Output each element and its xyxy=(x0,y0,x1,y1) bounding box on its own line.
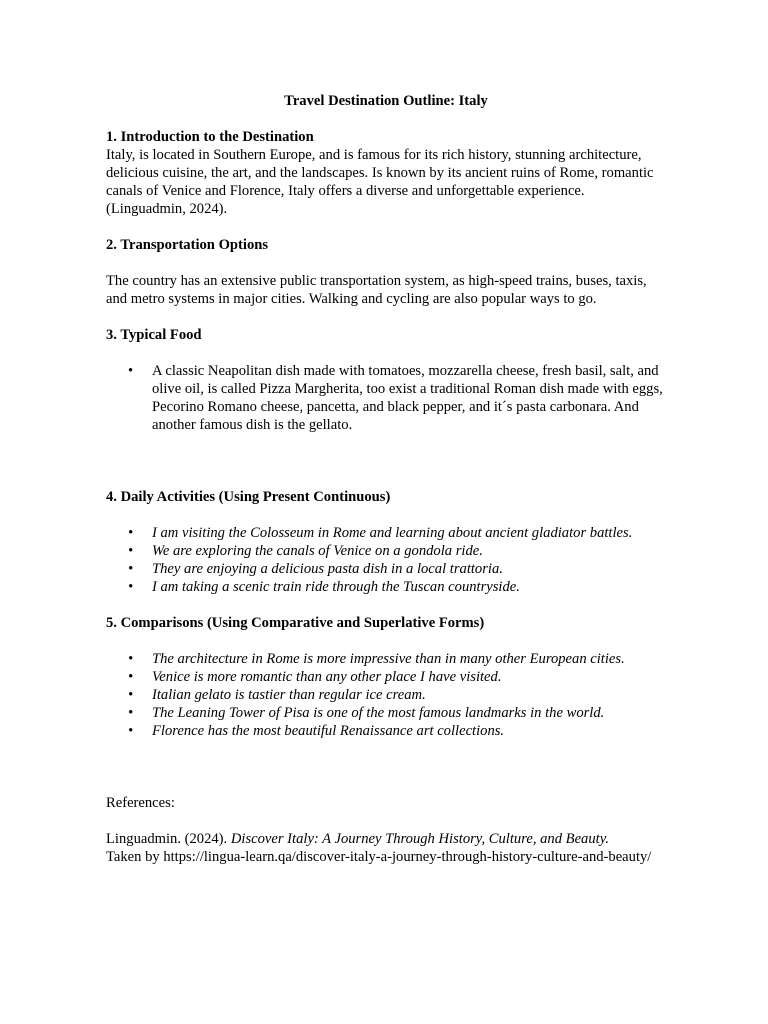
list-item: • The Leaning Tower of Pisa is one of the most famous landmarks in the world. xyxy=(106,704,666,722)
comparisons-list xyxy=(106,650,666,740)
spacer xyxy=(106,434,666,488)
spacer xyxy=(106,308,666,326)
section-heading-transportation: 2. Transportation Options xyxy=(106,237,269,253)
document-page xyxy=(106,92,666,866)
activities-list xyxy=(106,524,666,596)
introduction-paragraph: Italy, is located in Southern Europe, and is famous for its rich history, stunning architecture, delicious cuisine, the art, and the landscapes. Is known by its ancient ruins of Rome, romantic canals of Venice and Florence, Italy offers a diverse and unforgettable experience. (Linguadmin, 2024). xyxy=(106,147,654,217)
section-heading-food: 3. Typical Food xyxy=(106,327,202,343)
section-heading-introduction: 1. Introduction to the Destination xyxy=(106,129,314,145)
food-list xyxy=(106,362,666,434)
spacer xyxy=(106,506,666,524)
list-item: • I am visiting the Colosseum in Rome and learning about ancient gladiator battles. xyxy=(106,524,666,542)
spacer xyxy=(106,632,666,650)
list-item: • They are enjoying a delicious pasta dish in a local trattoria. xyxy=(106,560,666,578)
transportation-paragraph: The country has an extensive public transportation system, as high-speed trains, buses, taxis, and metro systems in major cities. Walking and cycling are also popular ways to go. xyxy=(106,273,647,307)
spacer xyxy=(106,110,666,128)
spacer xyxy=(106,344,666,362)
spacer xyxy=(106,596,666,614)
spacer xyxy=(106,812,666,830)
list-item: • We are exploring the canals of Venice on a gondola ride. xyxy=(106,542,666,560)
reference-entry xyxy=(106,830,666,866)
spacer xyxy=(106,740,666,794)
page-title: Travel Destination Outline: Italy xyxy=(284,93,488,109)
list-item: • I am taking a scenic train ride through the Tuscan countryside. xyxy=(106,578,666,596)
list-item: • Florence has the most beautiful Renaissance art collections. xyxy=(106,722,666,740)
reference-title: Discover Italy: A Journey Through History, Culture, and Beauty. xyxy=(230,831,610,847)
spacer xyxy=(106,254,666,272)
section-heading-comparisons: 5. Comparisons (Using Comparative and Superlative Forms) xyxy=(106,615,485,631)
list-item: • The architecture in Rome is more impressive than in many other European cities. xyxy=(106,650,666,668)
list-item: • A classic Neapolitan dish made with tomatoes, mozzarella cheese, fresh basil, salt, and olive oil, is called Pizza Margherita, too exist a traditional Roman dish made with eggs, Pecorino Romano cheese, pancetta, and black pepper, and it´s pasta carbonara. And another famous dish is the gellato. xyxy=(106,362,666,434)
list-item: • Italian gelato is tastier than regular ice cream. xyxy=(106,686,666,704)
reference-url: Taken by https://lingua-learn.qa/discover-italy-a-journey-through-history-culture-and-beauty/ xyxy=(106,849,652,865)
spacer xyxy=(106,218,666,236)
reference-author-year: Linguadmin. (2024). xyxy=(106,831,231,847)
section-heading-activities: 4. Daily Activities (Using Present Continuous) xyxy=(106,489,391,505)
list-item: • Venice is more romantic than any other place I have visited. xyxy=(106,668,666,686)
references-label: References: xyxy=(106,795,175,811)
